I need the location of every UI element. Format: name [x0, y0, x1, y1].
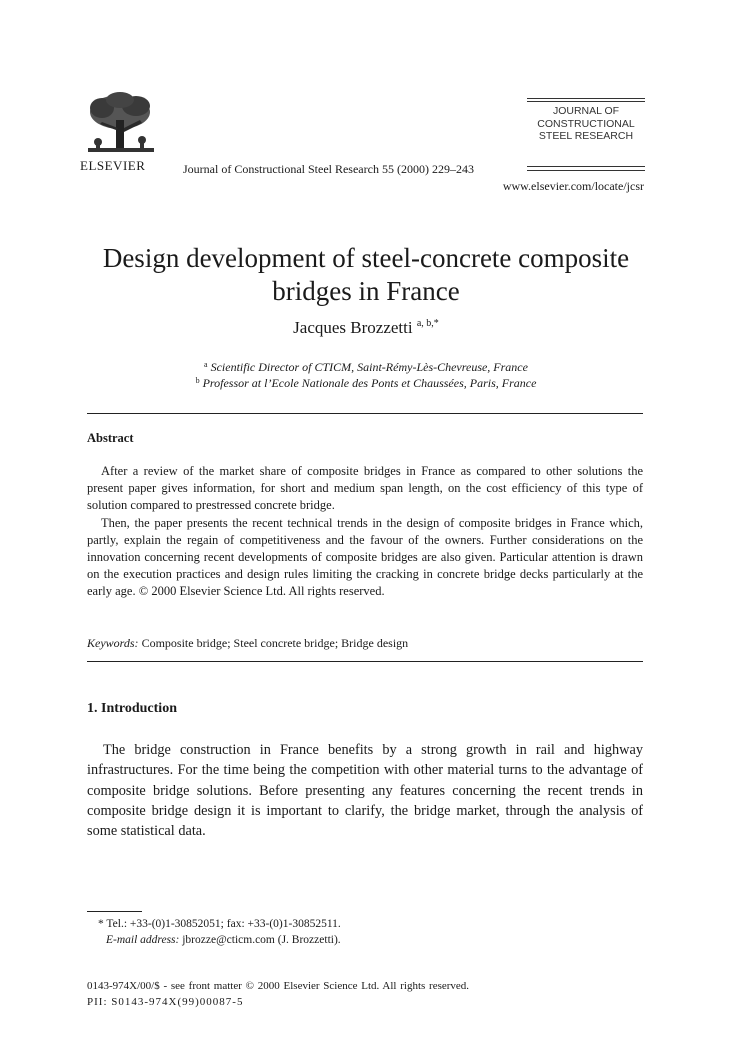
journal-url-link[interactable]: www.elsevier.com/locate/jcsr: [502, 179, 644, 193]
affiliation-b-mark: b: [195, 376, 200, 385]
journal-logo: [527, 95, 645, 143]
keywords-label: Keywords:: [87, 636, 139, 650]
pii-line: PII: S0143-974X(99)00087-5: [87, 996, 244, 1008]
section-body: [87, 740, 643, 841]
publisher-name: ELSEVIER: [80, 158, 146, 173]
footnote-email-text: jbrozze@cticm.com (J. Brozzetti).: [182, 934, 341, 946]
affiliation-a-text: Scientific Director of CTICM, Saint-Rémy-Lès-Chevreuse, France: [210, 360, 528, 374]
footnote-divider: [87, 911, 142, 912]
affiliation-a: [0, 360, 732, 375]
journal-logo-line-3: STEEL RESEARCH: [538, 130, 634, 142]
divider-top: [87, 413, 643, 414]
abstract-body: [87, 463, 643, 601]
section-paragraph: The bridge construction in France benefits by a strong growth in rail and highway infrastructures. For the time being the competition with other material turns to the advantage of composite bridge solutions. Before presenting any features concerning the recent trends in composite bridge design it is important to clarify, the bridge market, through the analysis of some statistical data.: [87, 742, 643, 840]
author-marks: a, b,*: [416, 318, 439, 329]
abstract-paragraph: After a review of the market share of composite bridges in France as compared to other solutions the present paper gives information, for short and medium span length, on the cost efficiency of this type of solution compared to prestressed concrete bridge.: [87, 464, 643, 513]
journal-logo-line-2: CONSTRUCTIONAL: [537, 117, 635, 130]
journal-logo-bottom-bar: [527, 166, 645, 171]
footnote-email: [106, 934, 341, 946]
article-title: Design development of steel-concrete composite bridges in France: [102, 243, 630, 306]
journal-citation: Journal of Constructional Steel Research 55 (2000) 229–243: [183, 162, 474, 176]
keywords: [87, 636, 408, 651]
affiliation-b: [0, 376, 732, 391]
abstract-paragraph: Then, the paper presents the recent technical trends in the design of composite bridges in France which, partly, explain the regain of competitiveness and the favour of the owners. Further considerations on the innovation concerning recent developments of composite bridges are also given. Particular attention is drawn on the execution practices and design rules limiting the cracking in concrete bridge decks particularly at the early age. © 2000 Elsevier Science Ltd. All rights reserved.: [87, 515, 643, 599]
section-heading: 1. Introduction: [87, 701, 177, 716]
footnote-contact: * Tel.: +33-(0)1-30852051; fax: +33-(0)1-30852511.: [98, 918, 341, 930]
abstract-heading: Abstract: [87, 431, 134, 445]
keywords-text: Composite bridge; Steel concrete bridge; Bridge design: [141, 636, 409, 650]
author-name: Jacques Brozzetti: [293, 318, 413, 337]
front-matter-line: 0143-974X/00/$ - see front matter © 2000 Elsevier Science Ltd. All rights reserved.: [87, 980, 470, 992]
footnote-email-label: E-mail address:: [106, 934, 180, 946]
journal-logo-top-bar: [527, 98, 645, 102]
author-line: [0, 318, 732, 338]
affiliation-a-mark: a: [204, 360, 208, 369]
affiliation-b-text: Professor at l’Ecole Nationale des Ponts et Chaussées, Paris, France: [202, 376, 537, 390]
journal-logo-line-1: JOURNAL OF: [552, 105, 620, 117]
divider-bottom: [87, 661, 643, 662]
